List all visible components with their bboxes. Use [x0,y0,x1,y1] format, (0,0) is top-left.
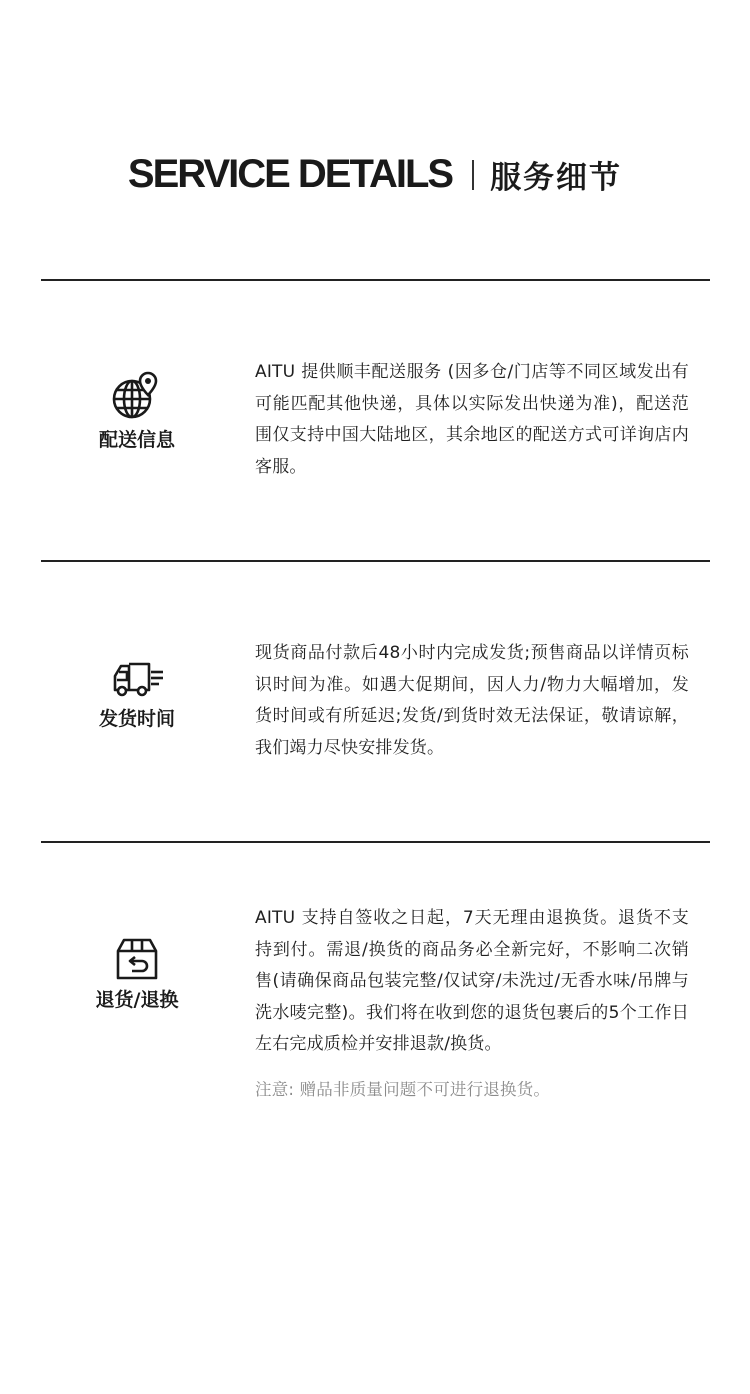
returns-note: 注意: 赠品非质量问题不可进行退换货。 [255,1079,551,1099]
shipping-label: 配送信息 [98,429,175,451]
delivery-truck-icon [107,658,167,700]
return-box-icon [114,937,160,981]
title-english: SERVICE DETAILS [127,152,453,196]
page-title [0,152,750,197]
shipping-text: AITU 提供顺丰配送服务 (因多仓/门店等不同区域发出有可能匹配其他快递，具体以实际发出快递为准)，配送范围仅支持中国大陆地区，其余地区的配送方式可详询店内客服。 [255,362,689,477]
returns-label: 退货/退换 [95,989,179,1011]
title-chinese: 服务细节 [490,160,623,196]
dispatch-text: 现货商品付款后48小时内完成发货;预售商品以详情页标识时间为准。如遇大促期间，因人力/物力大幅增加，发货时间或有所延迟;发货/到货时效无法保证，敬请谅解，我们竭力尽快安排发货。 [255,643,689,758]
dispatch-label: 发货时间 [98,708,175,730]
returns-text: AITU 支持自签收之日起，7天无理由退换货。退货不支持到付。需退/换货的商品务必全新完好，不影响二次销售(请确保商品包装完整/仅试穿/未洗过/无香水味/吊牌与洗水唛完整)。我们将在收到您的退货包裹后的5个工作日左右完成质检并安排退款/换货。 [255,908,689,1054]
title-divider [472,160,474,190]
dispatch-icon-group [92,658,182,731]
returns-text-block [255,903,689,1105]
returns-icon-group [92,937,182,1012]
divider-top [41,279,710,281]
divider-middle [41,560,710,562]
divider-bottom [41,841,710,843]
shipping-icon-group [92,371,182,452]
globe-location-icon [112,371,162,421]
